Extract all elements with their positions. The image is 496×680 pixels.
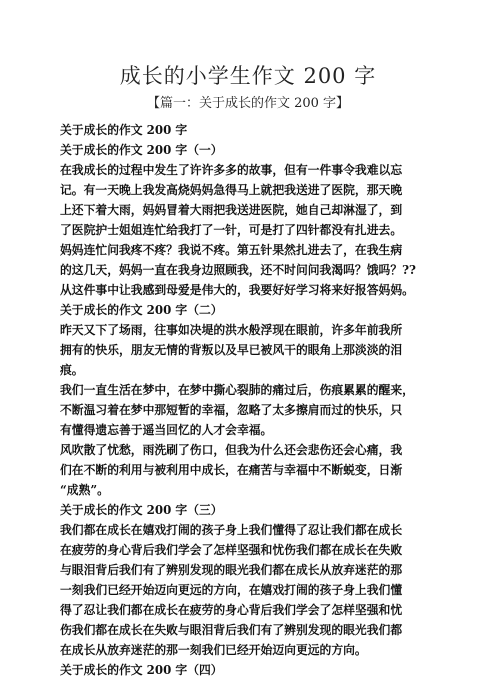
text-line: 们在不断的利用与被利用中成长，在痛苦与幸福中不断蜕变，日渐 (60, 463, 403, 477)
text-line: 关于成长的作文 200 字（四） (60, 663, 223, 677)
text-line: 痕。 (60, 363, 84, 377)
text-line: 伤我们都在成长在失败与眼泪背后我们有了辨别发现的眼光我们都 (60, 623, 403, 637)
text-line: 关于成长的作文 200 字（二） (60, 303, 223, 317)
document-title: 成长的小学生作文 200 字 (119, 64, 377, 88)
text-line: 风吹散了忧愁，雨洗刷了伤口，但我为什么还会悲伤还会心痛，我 (60, 443, 403, 457)
text-line: 得了忍让我们都在成长在疲劳的身心背后我们学会了怎样坚强和忧 (60, 603, 403, 617)
text-line: 与眼泪背后我们有了辨别发现的眼光我们都在成长从放弃迷茫的那 (60, 563, 403, 577)
text-line: 我们一直生活在梦中，在梦中撕心裂肺的痛过后，伤痕累累的醒来， (60, 383, 414, 397)
text-line: 有懂得遗忘善于遥当回忆的人才会幸福。 (60, 423, 273, 437)
text-line: 拥有的快乐，朋友无情的背叛以及早已被风干的眼角上那淡淡的泪 (60, 343, 403, 357)
article-body (60, 120, 452, 680)
text-line: 在我成长的过程中发生了许许多多的故事，但有一件事令我难以忘 (60, 163, 403, 177)
text-line: 昨天又下了场雨，往事如决堤的洪水般浮现在眼前，许多年前我所 (60, 323, 403, 337)
text-line: 不断温习着在梦中那短暂的幸福，忽略了太多擦肩而过的快乐，只 (60, 403, 403, 417)
section-subtitle: 【篇一：关于成长的作文 200 字】 (146, 96, 350, 111)
text-line: 的这几天，妈妈一直在我身边照顾我，还不时问问我渴吗？饿吗？?? (60, 263, 416, 277)
text-line: 我们都在成长在嬉戏打闹的孩子身上我们懂得了忍让我们都在成长 (60, 523, 403, 537)
text-line: 在疲劳的身心背后我们学会了怎样坚强和忧伤我们都在成长在失败 (60, 543, 403, 557)
text-line: 关于成长的作文 200 字（一） (60, 143, 223, 157)
text-line: “成熟”。 (60, 483, 109, 497)
text-line: 关于成长的作文 200 字 (60, 123, 188, 137)
text-line: 从这件事中让我感到母爱是伟大的，我要好好学习将来好报答妈妈。 (60, 283, 414, 297)
text-line: 关于成长的作文 200 字（三） (60, 503, 223, 517)
text-line: 在成长从放弃迷茫的那一刻我们已经开始迈向更远的方向。 (60, 643, 367, 657)
text-line: 记。有一天晚上我发高烧妈妈急得马上就把我送进了医院，那天晚 (60, 183, 403, 197)
text-line: 妈妈连忙问我疼不疼？我说不疼。第五针果然扎进去了，在我生病 (60, 243, 403, 257)
text-line: 上还下着大雨，妈妈冒着大雨把我送进医院，她自己却淋湿了，到 (60, 203, 403, 217)
text-line: 了医院护士姐姐连忙给我打了一针，可是打了四针都没有扎进去。 (60, 223, 403, 237)
text-line: 一刻我们已经开始迈向更远的方向，在嬉戏打闹的孩子身上我们懂 (60, 583, 403, 597)
